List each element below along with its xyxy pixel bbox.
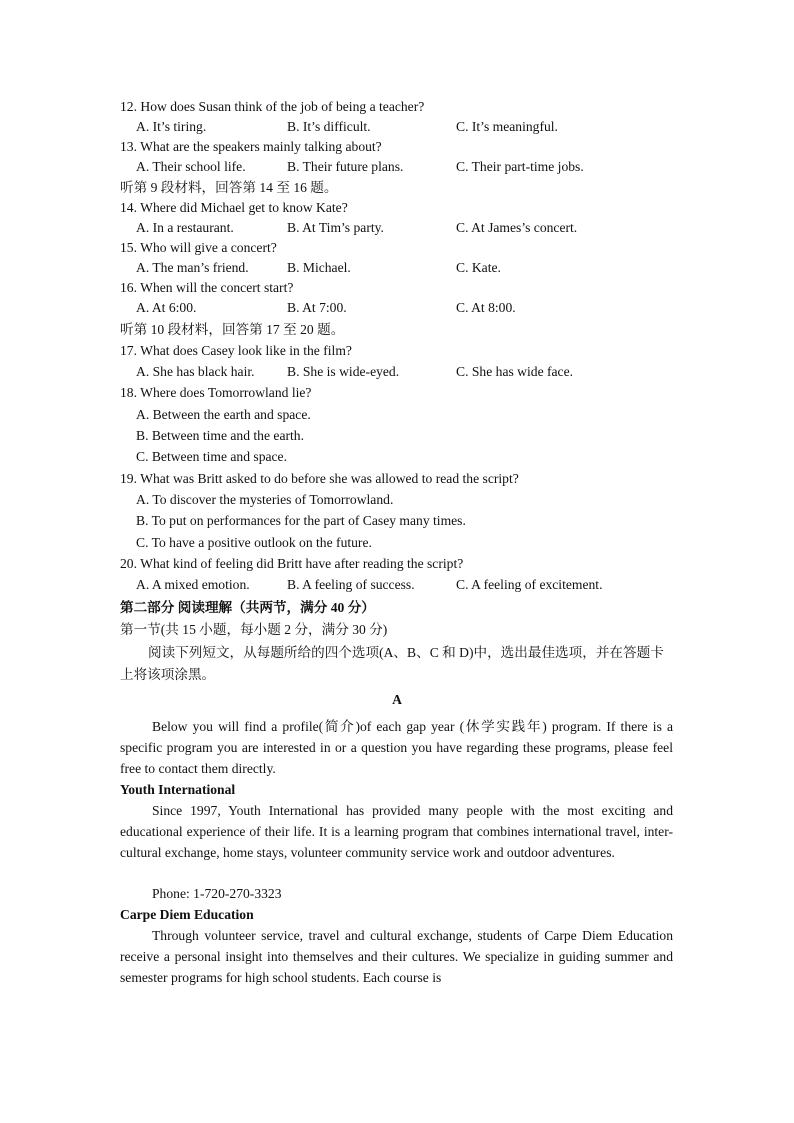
q17-option-b: B. She is wide-eyed. [287,364,400,379]
q12-option-a: A. It’s tiring. [136,119,207,134]
q15-option-a: A. The man’s friend. [136,260,249,275]
question-19: 19. What was Britt asked to do before she was allowed to read the script? [120,471,519,486]
q16-option-a: A. At 6:00. [136,300,197,315]
instruction-section-10: 听第 10 段材料，回答第 17 至 20 题。 [120,322,345,337]
question-17: 17. What does Casey look like in the film? [120,343,352,358]
part2-title: 第二部分 阅读理解（共两节，满分 40 分） [120,600,375,615]
q14-option-a: A. In a restaurant. [136,220,234,235]
q16-option-b: B. At 7:00. [287,300,347,315]
q18-option-a: A. Between the earth and space. [136,407,311,422]
q17-option-a: A. She has black hair. [136,364,255,379]
q20-option-a: A. A mixed emotion. [136,577,250,592]
q15-option-c: C. Kate. [456,260,501,275]
q13-option-b: B. Their future plans. [287,159,404,174]
question-20: 20. What kind of feeling did Britt have after reading the script? [120,556,464,571]
program1-phone: Phone: 1-720-270-3323 [152,886,282,901]
program2-text: Through volunteer service, travel and cultural exchange, students of Carpe Diem Education receive a personal insight into themselves and their cultures. We specialize in guiding summer and semester programs for high school students. Each course is [120,928,673,985]
passage-label: A [392,692,402,707]
q14-option-b: B. At Tim’s party. [287,220,384,235]
program2-title: Carpe Diem Education [120,907,254,922]
q20-option-b: B. A feeling of success. [287,577,415,592]
question-15: 15. Who will give a concert? [120,240,277,255]
q18-option-b: B. Between time and the earth. [136,428,304,443]
passage-intro: Below you will find a profile(简介)of each gap year (休学实践年) program. If there is a specific program you are interested in or a question you have regarding these programs, please feel free to contact them directly. [120,719,673,776]
instruction-section-9: 听第 9 段材料，回答第 14 至 16 题。 [120,180,338,195]
question-14: 14. Where did Michael get to know Kate? [120,200,348,215]
program1-title: Youth International [120,782,236,797]
q17-option-c: C. She has wide face. [456,364,574,379]
q14-option-c: C. At James’s concert. [456,220,578,235]
question-12: 12. How does Susan think of the job of being a teacher? [120,99,425,114]
q12-option-b: B. It’s difficult. [287,119,371,134]
q12-option-c: C. It’s meaningful. [456,119,558,134]
q16-option-c: C. At 8:00. [456,300,516,315]
q18-option-c: C. Between time and space. [136,449,287,464]
question-18: 18. Where does Tomorrowland lie? [120,385,312,400]
q20-option-c: C. A feeling of excitement. [456,577,603,592]
q15-option-b: B. Michael. [287,260,351,275]
program1-text: Since 1997, Youth International has provided many people with the most exciting and educational experience of their life. It is a learning program that combines international travel, inter-cultural exchange, home stays, volunteer community service work and outdoor adventures. [120,803,673,860]
q13-option-c: C. Their part-time jobs. [456,159,584,174]
section1-title: 第一节(共 15 小题，每小题 2 分，满分 30 分) [120,622,388,637]
q19-option-b: B. To put on performances for the part of Casey many times. [136,513,466,528]
reading-instruction-line2: 上将该项涂黑。 [120,667,216,682]
reading-instruction-line1: 阅读下列短文，从每题所给的四个选项(A、B、C 和 D)中，选出最佳选项，并在答题卡 [148,645,664,660]
q19-option-a: A. To discover the mysteries of Tomorrowland. [136,492,394,507]
q19-option-c: C. To have a positive outlook on the future. [136,535,372,550]
q13-option-a: A. Their school life. [136,159,246,174]
question-16: 16. When will the concert start? [120,280,294,295]
question-13: 13. What are the speakers mainly talking about? [120,139,382,154]
